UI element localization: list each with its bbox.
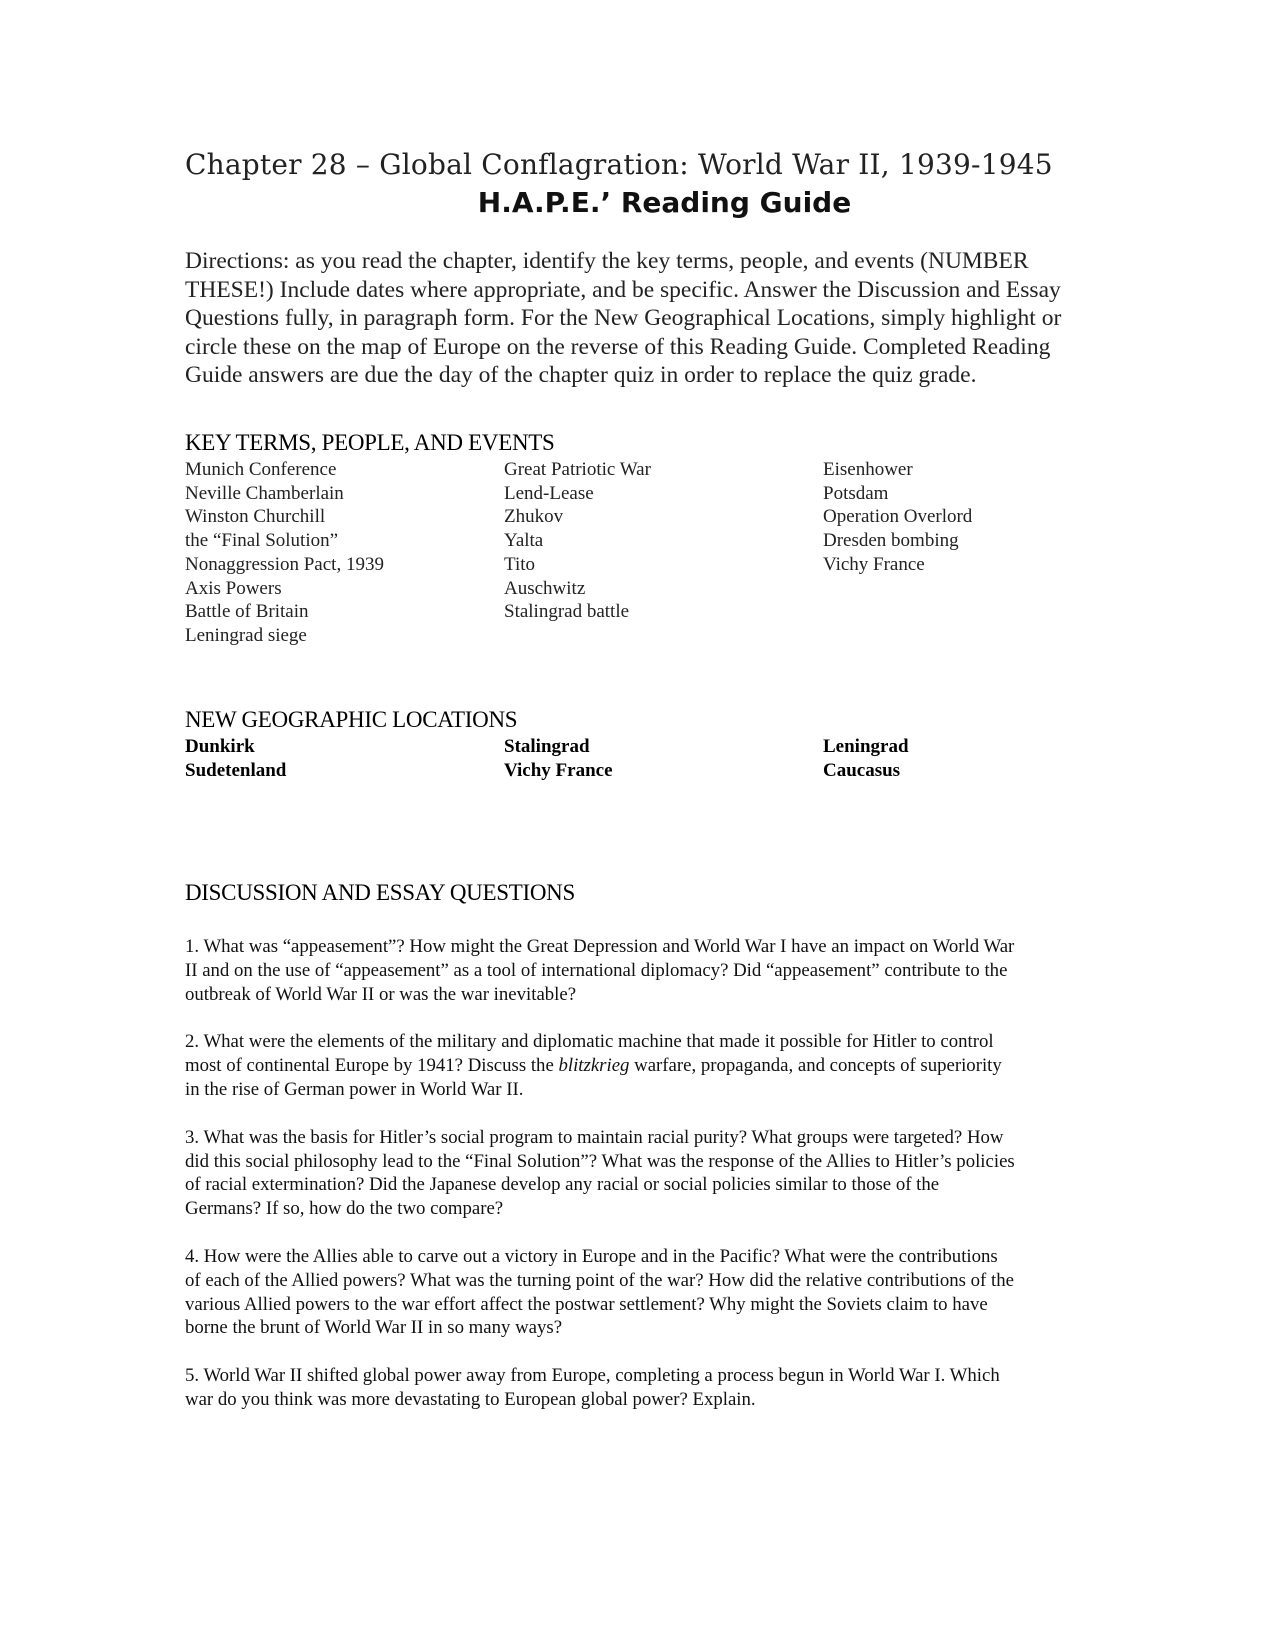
question-1: 1. What was “appeasement”? How might the Great Depression and World War I have an impact on World War II and on the use of “appeasement” as a tool of international diplomacy? Did “appeasement” contribute to the outbreak of World War II or was the war inevitable? [185, 936, 1015, 1005]
geo-location: Leningrad [823, 736, 909, 757]
geo-location: Dunkirk [185, 736, 255, 757]
key-term: Yalta [504, 530, 544, 552]
key-term: Battle of Britain [185, 601, 309, 623]
key-term: Potsdam [823, 482, 889, 504]
key-terms-column-3 [823, 458, 972, 577]
geo-location: Caucasus [823, 759, 901, 781]
key-term: Lend-Lease [504, 482, 594, 504]
key-term: Zhukov [504, 506, 564, 528]
key-term: Stalingrad battle [504, 601, 630, 623]
geo-location: Stalingrad [504, 736, 590, 757]
directions-paragraph: Directions: as you read the chapter, identify the key terms, people, and events (NUMBER THESE!) Include dates where appropriate, and be specific. Answer the Discussion and Essay Questions fully, in paragraph form. For the New Geographical Locations, simply highlight or circle these on the map of Europe on the reverse of this Reading Guide. Completed Reading Guide answers are due the day of the chapter quiz in order to replace the quiz grade. [185, 248, 1062, 388]
geo-location: Vichy France [504, 759, 613, 781]
key-term: the “Final Solution” [185, 530, 339, 552]
geographic-heading: NEW GEOGRAPHIC LOCATIONS [185, 707, 518, 732]
geo-column-2 [504, 735, 613, 782]
key-terms-heading: KEY TERMS, PEOPLE, AND EVENTS [185, 430, 555, 455]
geo-location: Sudetenland [185, 759, 287, 781]
key-term: Dresden bombing [823, 530, 959, 552]
guide-subtitle-text: H.A.P.E.’ Reading Guide [477, 186, 852, 219]
key-terms-column-1 [185, 458, 384, 648]
key-term: Winston Churchill [185, 506, 326, 528]
key-term: Nonaggression Pact, 1939 [185, 553, 384, 575]
question-5: 5. World War II shifted global power away from Europe, completing a process begun in World War I. Which war do you think was more devastating to European global power? Explain. [185, 1365, 1000, 1410]
question-4: 4. How were the Allies able to carve out a victory in Europe and in the Pacific? What were the contributions of each of the Allied powers? What was the turning point of the war? How did the relative contributions of the various Allied powers to the war effort affect the postwar settlement? Why might the Soviets claim to have borne the brunt of World War II in so many ways? [185, 1245, 1014, 1339]
key-term: Leningrad siege [185, 624, 307, 646]
discussion-heading: DISCUSSION AND ESSAY QUESTIONS [185, 880, 575, 905]
key-term: Axis Powers [185, 577, 282, 599]
question-2-italic-term: blitzkrieg [558, 1055, 630, 1077]
question-2 [185, 1030, 1015, 1101]
key-term: Munich Conference [185, 459, 337, 480]
guide-subtitle [0, 186, 1275, 219]
key-term: Tito [504, 553, 535, 575]
question-3: 3. What was the basis for Hitler’s social program to maintain racial purity? What groups were targeted? How did this social philosophy lead to the “Final Solution”? What was the response of the Allies to Hitler’s policies of racial extermination? Did the Japanese develop any racial or social policies similar to those of the Germans? If so, how do the two compare? [185, 1126, 1015, 1220]
key-term: Great Patriotic War [504, 459, 651, 480]
geo-column-3 [823, 735, 909, 782]
question-2-text: 2. What were the elements of the military and diplomatic machine that made it possible for Hitler to control most of continental Europe by 1941? Discuss the [185, 1031, 994, 1077]
chapter-title: Chapter 28 – Global Conflagration: World War II, 1939-1945 [185, 148, 1053, 181]
key-terms-column-2 [504, 458, 651, 624]
question-2-text-end: warfare, propaganda, and concepts of superiority in the rise of German power in World War II. [185, 1055, 1002, 1100]
geo-column-1 [185, 735, 286, 782]
key-term: Auschwitz [504, 577, 586, 599]
key-term: Operation Overlord [823, 506, 973, 528]
key-term: Neville Chamberlain [185, 482, 344, 504]
key-term: Vichy France [823, 553, 925, 575]
key-term: Eisenhower [823, 459, 913, 480]
discussion-questions [185, 935, 1015, 1436]
